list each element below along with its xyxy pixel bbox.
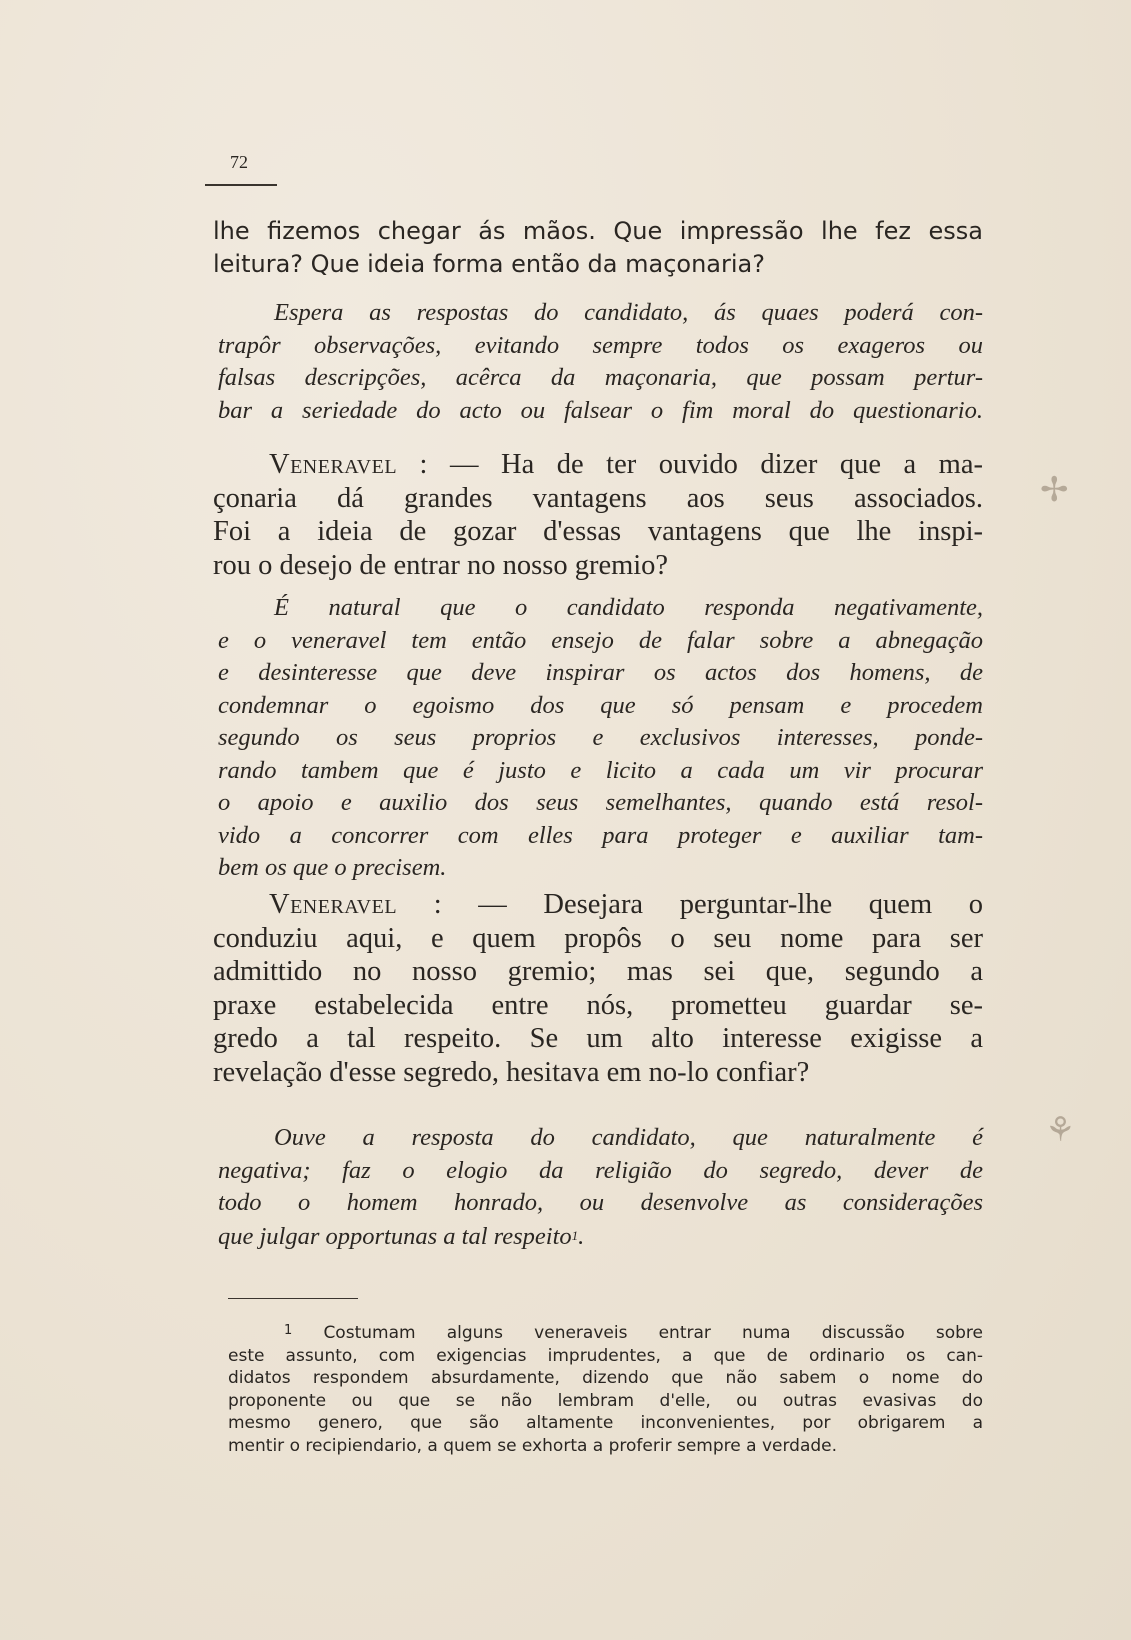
paragraph-instruction-answers [218,297,983,427]
text-line: falsas descripções, acêrca da maçonaria, que possam pertur- [218,364,983,391]
paragraph-veneravel-secret [213,888,983,1089]
footnote-line [228,1320,983,1345]
footnote-marker: 1 [284,1323,293,1338]
text-line: e desinteresse que deve inspirar os actos dos homens, de [218,659,983,686]
text-line: admittido no nosso gremio; mas sei que, segundo a [213,956,983,987]
text-line: trapôr observações, evitando sempre todos os exageros ou [218,331,983,359]
margin-stain-mark: ✢ [1040,472,1069,509]
text-line: vido a concorrer com elles para proteger e auxiliar tam- [218,821,983,849]
footnote-line: proponente ou que se não lembram d'elle, ou outras evasivas do [228,1390,983,1411]
speaker-label: Veneravel [269,889,398,920]
text-line: rando tambem que é justo e licito a cada um vir procurar [218,756,983,784]
paragraph-instruction-abnegation [218,592,983,885]
paragraph-veneravel-advantages [213,448,983,582]
footnote-line: mesmo genero, que são altamente inconvenientes, por obrigarem a [228,1413,983,1433]
margin-stain-mark: ⚘ [1045,1112,1076,1149]
text-line-rest: Ha de ter ouvido dizer que a ma- [501,449,983,480]
paragraph-question-reading [213,215,983,281]
text-line: o apoio e auxilio dos seus semelhantes, quando está resol- [218,789,983,816]
text-line: leitura? Que ideia forma então da maçonaria? [213,250,765,278]
footnote-reference[interactable]: 1 [571,1227,579,1243]
text-line: rou o desejo de entrar no nosso gremio? [213,549,669,581]
text-line: É natural que o candidato responda negativamente, [274,594,983,621]
page-number-rule [205,184,277,186]
text-line-end: . [578,1222,585,1250]
text-line: gredo a tal respeito. Se um alto interesse exigisse a [213,1023,983,1054]
footnote-line: didatos respondem absurdamente, dizendo que não sabem o nome do [228,1368,983,1388]
text-line [218,1220,983,1254]
text-line-body: que julgar opportunas a tal respeito [218,1222,572,1250]
text-line: bem os que o precisem. [218,854,447,881]
paragraph-instruction-secret [218,1122,983,1253]
text-line-rest: Desejara perguntar-lhe quem o [543,889,984,920]
text-line: revelação d'esse segredo, hesitava em no-lo confiar? [213,1056,810,1088]
text-line: Foi a ideia de gozar d'essas vantagens que lhe inspi- [213,516,983,547]
text-line: praxe estabelecida entre nós, prometteu guardar se- [213,989,983,1021]
text-line: Veneravel : — Desejara perguntar-lhe quem o [269,889,984,920]
footnote [228,1320,983,1457]
speaker-label: Veneravel [269,449,398,480]
text-line: Ouve a resposta do candidato, que naturalmente é [274,1124,983,1151]
text-line: conduziu aqui, e quem propôs o seu nome para ser [213,922,983,954]
text-line: negativa; faz o elogio da religião do segredo, dever de [218,1156,983,1184]
text-line: todo o homem honrado, ou desenvolve as considerações [218,1189,983,1216]
text-line: Espera as respostas do candidato, ás quaes poderá con- [274,299,983,326]
footnote-rule [228,1298,358,1299]
footnote-line: este assunto, com exigencias imprudentes, a que de ordinario os can- [228,1345,983,1366]
text-line: Veneravel : — Ha de ter ouvido dizer que a ma- [269,449,983,480]
page-number: 72 [230,152,248,172]
text-line: segundo os seus proprios e exclusivos interesses, ponde- [218,724,983,751]
footnote-line-text: Costumam alguns veneraveis entrar numa discussão sobre [323,1323,983,1343]
text-line: lhe fizemos chegar ás mãos. Que impressão lhe fez essa [213,217,983,245]
text-line: e o veneravel tem então ensejo de falar sobre a abnegação [218,626,983,654]
text-line: bar a seriedade do acto ou falsear o fim moral do questionario. [218,396,983,424]
text-line: condemnar o egoismo dos que só pensam e procedem [218,691,983,719]
text-line: çonaria dá grandes vantagens aos seus associados. [213,482,983,514]
footnote-line: mentir o recipiendario, a quem se exhorta a proferir sempre a verdade. [228,1435,838,1456]
